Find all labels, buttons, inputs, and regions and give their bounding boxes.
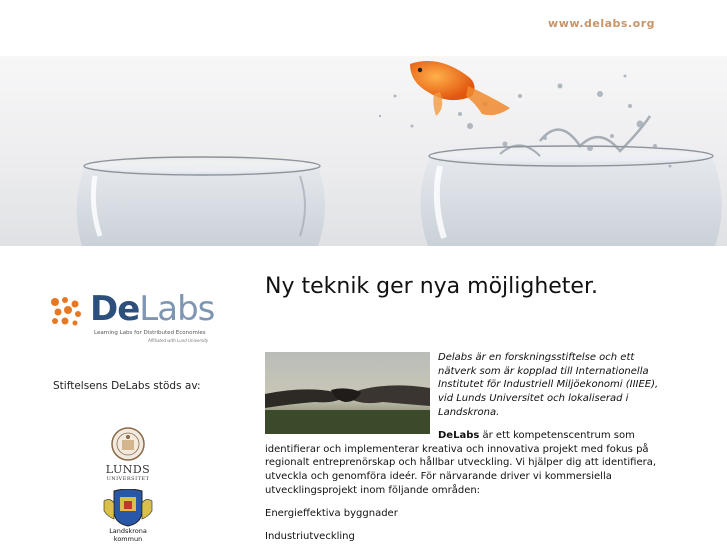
handshake-photo: [265, 352, 430, 434]
goldfish-bowls-illustration: [0, 56, 727, 246]
main-content: [265, 246, 695, 545]
hero-banner: [0, 56, 727, 246]
goldfish-icon: [410, 61, 510, 116]
left-bowl-icon: [77, 157, 325, 246]
logo-affiliation: Affiliated with Lund University: [148, 338, 209, 343]
right-bowl-icon: [420, 146, 721, 246]
sidebar: [0, 246, 250, 545]
top-bar: [0, 0, 727, 56]
page-title: Ny teknik ger nya möjligheter.: [265, 274, 598, 299]
landskrona-name: [100, 527, 156, 543]
body-text: är ett kompetenscentrum som identifierar och implementerar kreativa och innovativa projekt med fokus på regionalt entreprenörskap och hållbar utveckling. Vi hjälper dig att identifiera, utveckla och genomföra ideér. För närvarande driver vi kommersiella utvecklingsprojekt inom följande områden:: [265, 430, 657, 496]
logo-labs: Labs: [139, 289, 215, 329]
logo-de: De: [90, 289, 140, 329]
support-text: Stiftelsens DeLabs stöds av:: [53, 380, 201, 392]
delabs-logo[interactable]: [50, 289, 215, 350]
landskrona-name-line1: Landskrona: [109, 527, 147, 535]
area-item-industry: Industriutveckling: [265, 531, 355, 542]
body-lead-in: DeLabs: [438, 430, 480, 441]
lund-seal-icon: [108, 426, 148, 462]
lunds-sub: UNIVERSITET: [106, 476, 150, 482]
intro-text: Delabs är en forskningsstiftelse och ett nätverk som är kopplad till Internationella Institutet för Industriell Miljöekonomi (IIIEE), vid Lunds Universitet och lokaliserad i Landskrona.: [438, 352, 659, 418]
site-url-link[interactable]: www.delabs.org: [548, 17, 655, 30]
logo-dots-icon: [50, 296, 86, 326]
lunds-university-logo[interactable]: [98, 426, 158, 484]
area-item-energy: Energieffektiva byggnader: [265, 508, 398, 519]
logo-tagline: Learning Labs for Distributed Economies: [94, 330, 206, 336]
body-paragraph: [265, 429, 685, 498]
logo-wordmark: [90, 290, 214, 328]
landskrona-name-line2: kommun: [113, 535, 143, 543]
landskrona-kommun-logo[interactable]: [100, 489, 160, 545]
landskrona-crest-icon: [100, 489, 156, 527]
lunds-name: LUNDS: [105, 463, 151, 476]
handshake-image-icon: [265, 352, 430, 434]
